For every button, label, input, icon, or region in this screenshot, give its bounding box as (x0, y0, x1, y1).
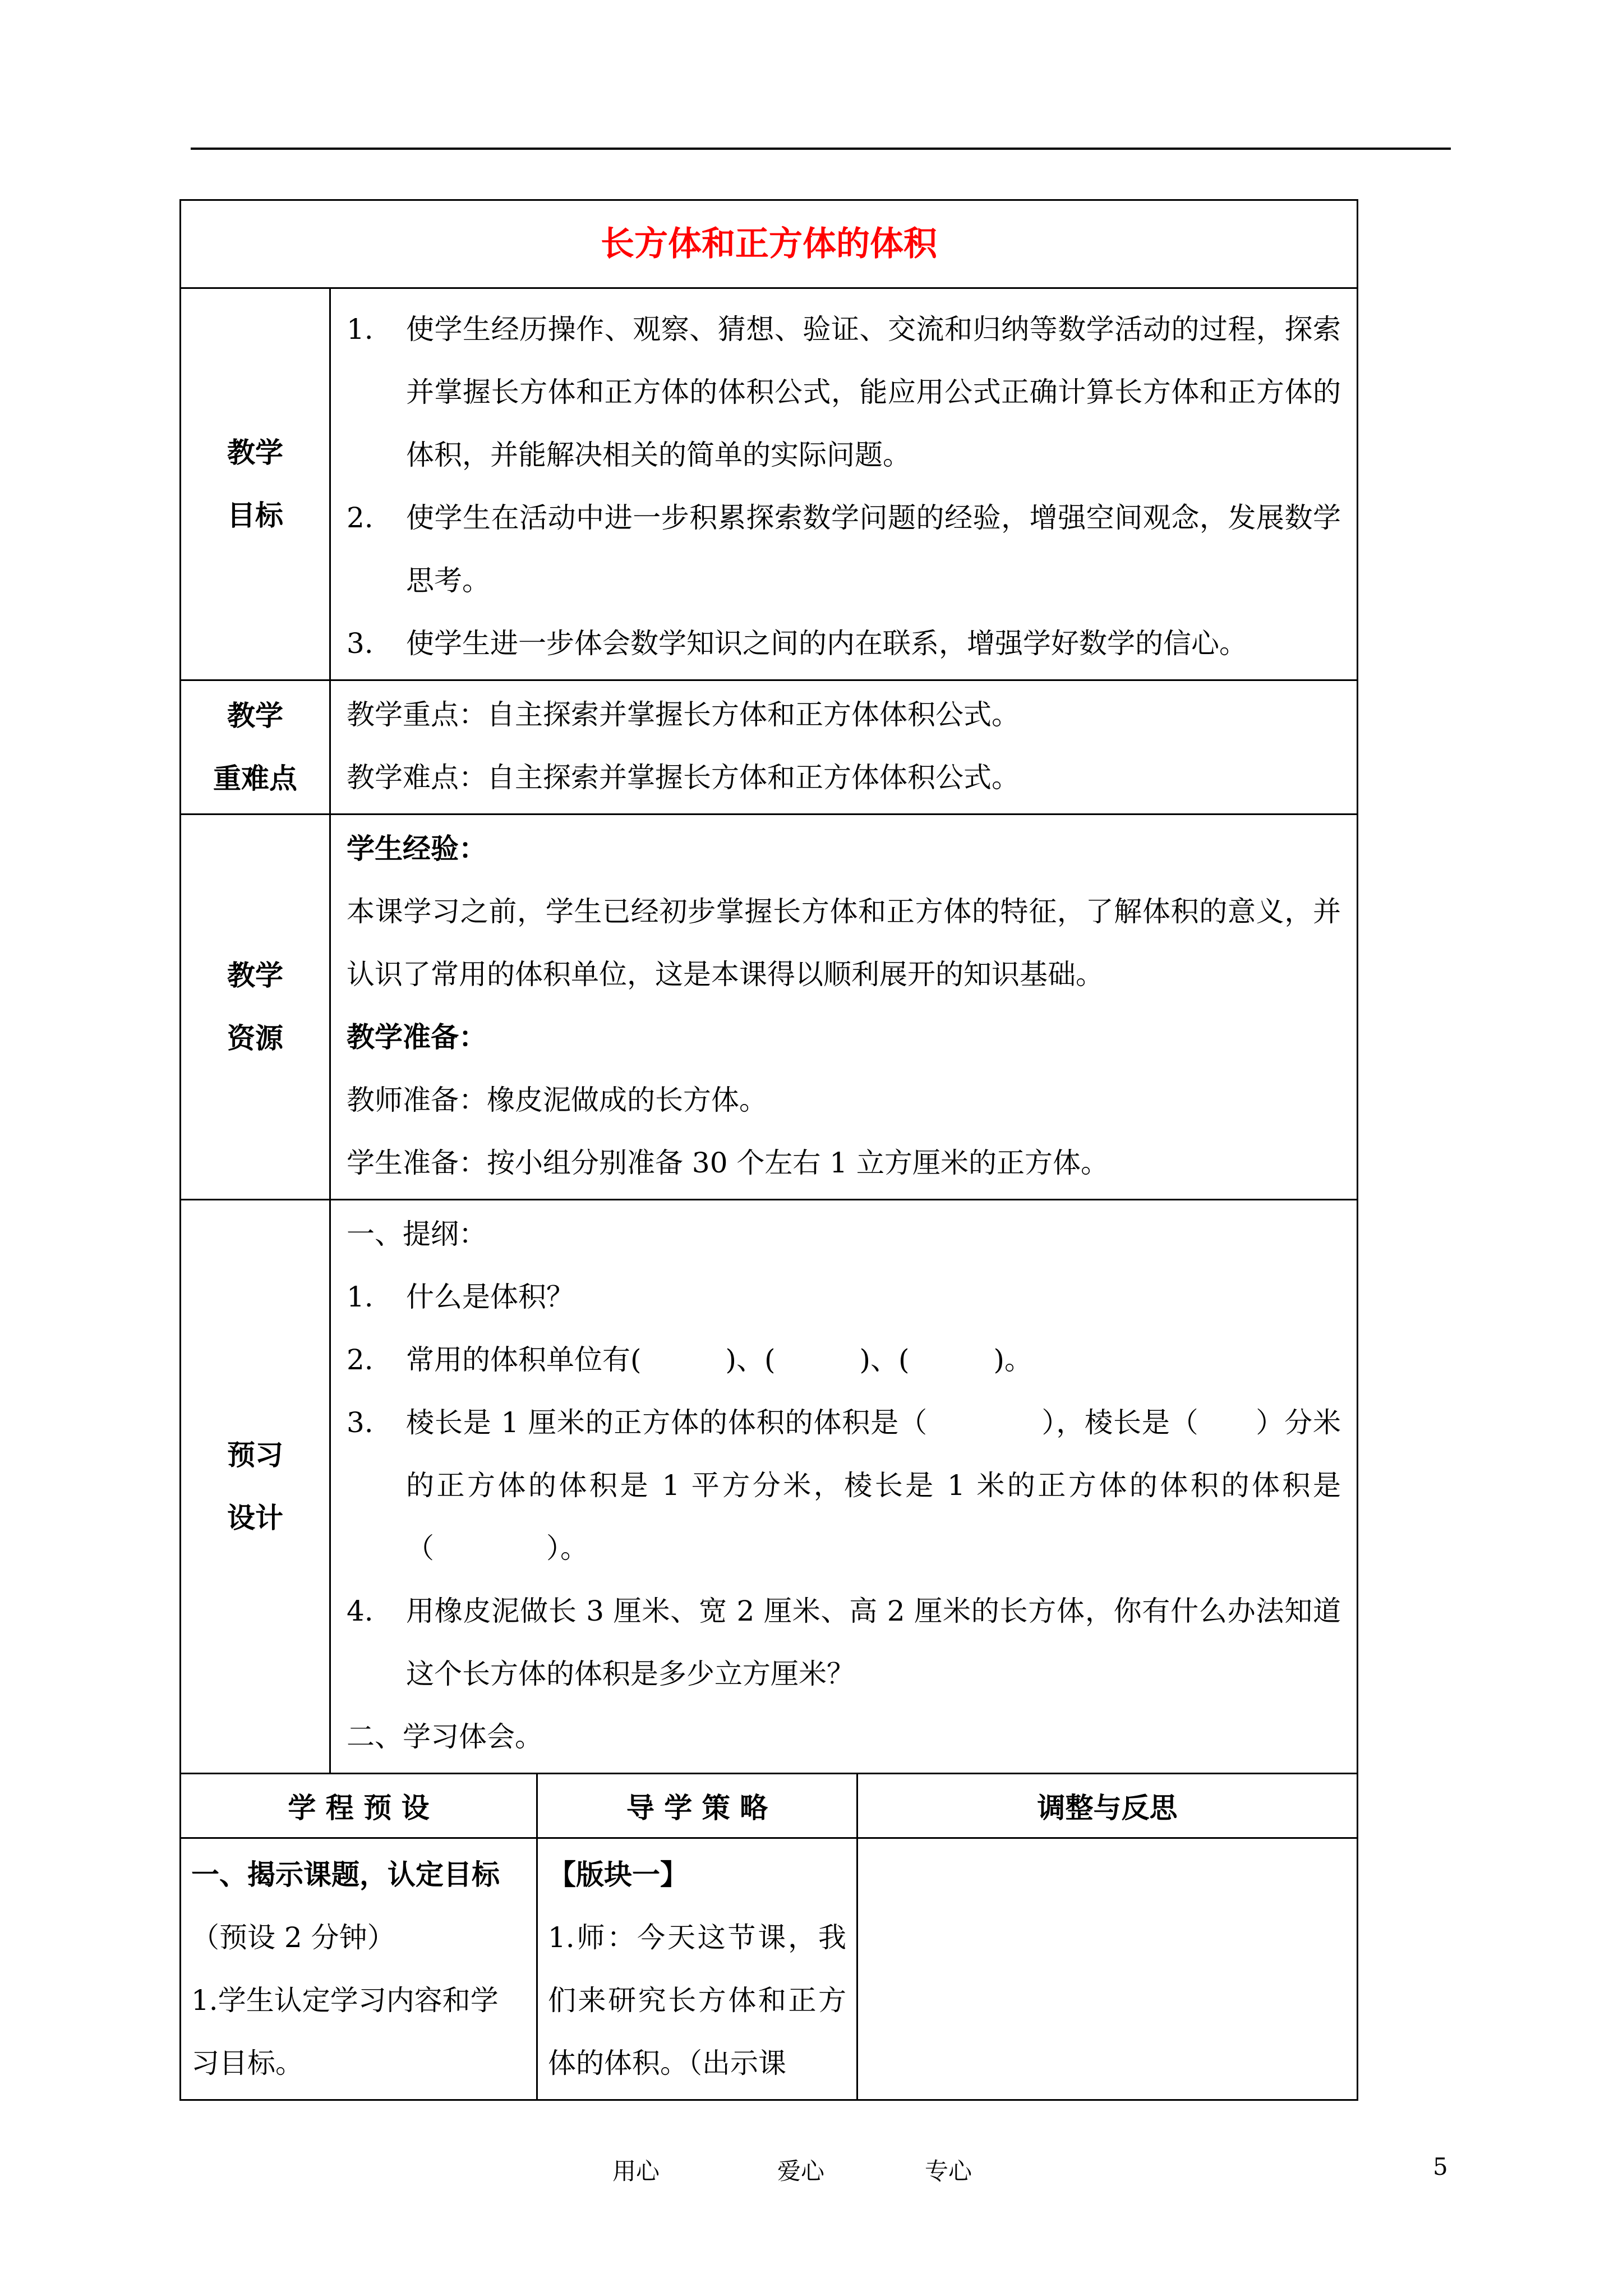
preview-number: 2. (347, 1343, 374, 1376)
preview-label-cell (181, 1200, 330, 1774)
preview-item (347, 1580, 1341, 1705)
objective-item (347, 298, 1341, 486)
section-two-heading: 二、学习体会。 (347, 1720, 543, 1753)
lesson-table (179, 199, 1358, 2101)
objectives-content-cell (330, 288, 1358, 680)
keypoints-label-2: 重难点 (213, 762, 297, 795)
objectives-label-1: 教学 (227, 436, 283, 469)
objective-number: 3. (347, 627, 374, 660)
preview-text: 常用的体积单位有( )、( )、( )。 (406, 1343, 1033, 1376)
preview-item (347, 1266, 1341, 1328)
reflection-cell (857, 1838, 1358, 2100)
student-prep: 学生准备：按小组分别准备 30 个左右 1 立方厘米的正方体。 (347, 1147, 1109, 1179)
preview-item (347, 1391, 1341, 1580)
difficult-point-line: 教学难点：自主探索并掌握长方体和正方体体积公式。 (347, 761, 1020, 794)
process-cell (181, 1838, 537, 2100)
experience-heading: 学生经验： (347, 832, 487, 865)
footer-word-3: 专心 (925, 2157, 972, 2185)
footer-word-1: 用心 (612, 2157, 660, 2185)
preview-item (347, 1328, 1341, 1391)
objective-text: 使学生在活动中进一步积累探索数学问题的经验，增强空间观念，发展数学思考。 (406, 501, 1341, 597)
preview-number: 1. (347, 1281, 374, 1313)
process-time: （预设 2 分钟） (191, 1921, 395, 1954)
prep-heading: 教学准备： (347, 1020, 487, 1053)
keypoints-label-1: 教学 (227, 699, 283, 732)
experience-text: 本课学习之前，学生已经初步掌握长方体和正方体的特征，了解体积的意义，并认识了常用的体积单位，这是本课得以顺利展开的知识基础。 (347, 895, 1341, 991)
header-strategy: 导 学 策 略 (537, 1774, 857, 1838)
preview-label-1: 预习 (227, 1438, 283, 1471)
process-heading: 一、揭示课题，认定目标 (191, 1858, 500, 1891)
process-text: 1.学生认定学习内容和学习目标。 (191, 1984, 499, 2079)
objective-text: 使学生进一步体会数学知识之间的内在联系，增强学好数学的信心。 (406, 627, 1247, 660)
resources-label-1: 教学 (227, 959, 283, 992)
objective-text: 使学生经历操作、观察、猜想、验证、交流和归纳等数学活动的过程，探索并掌握长方体和正方体的体积公式，能应用公式正确计算长方体和正方体的体积，并能解决相关的简单的实际问题。 (406, 313, 1341, 471)
preview-text: 棱长是 1 厘米的正方体的体积的体积是（ ），棱长是（ ）分米的正方体的体积是 1 平方分米，棱长是 1 米的正方体的体积的体积是（ ）。 (406, 1406, 1341, 1565)
objectives-label-cell (181, 288, 330, 680)
preview-text: 用橡皮泥做长 3 厘米、宽 2 厘米、高 2 厘米的长方体，你有什么办法知道这个长方体的体积是多少立方厘米？ (406, 1595, 1341, 1690)
objective-item (347, 486, 1341, 612)
resources-content-cell (330, 815, 1358, 1200)
objective-number: 2. (347, 501, 374, 534)
page-title: 长方体和正方体的体积 (601, 224, 937, 264)
header-reflection: 调整与反思 (857, 1774, 1358, 1838)
strategy-text: 1.师：今天这节课，我们来研究长方体和正方体的体积。（出示课 (548, 1921, 846, 2079)
header-process: 学 程 预 设 (181, 1774, 537, 1838)
strategy-heading: 【版块一】 (548, 1858, 688, 1891)
objectives-label-2: 目标 (227, 499, 283, 532)
strategy-cell (537, 1838, 857, 2100)
objective-item (347, 612, 1341, 675)
objective-number: 1. (347, 313, 374, 346)
outline-heading: 一、提纲： (347, 1218, 487, 1250)
preview-number: 3. (347, 1406, 374, 1439)
footer-word-2: 爱心 (777, 2157, 825, 2185)
teacher-prep: 教师准备：橡皮泥做成的长方体。 (347, 1084, 767, 1116)
keypoints-label-cell (181, 680, 330, 815)
preview-content-cell (330, 1200, 1358, 1774)
title-cell (181, 200, 1358, 288)
resources-label-2: 资源 (227, 1022, 283, 1055)
keypoints-content-cell (330, 680, 1358, 815)
preview-number: 4. (347, 1595, 374, 1627)
page-number: 5 (1433, 2153, 1448, 2180)
preview-label-2: 设计 (227, 1501, 283, 1534)
key-point-line: 教学重点：自主探索并掌握长方体和正方体体积公式。 (347, 698, 1020, 731)
reflection-text (858, 1839, 1357, 1848)
header-rule (191, 148, 1451, 150)
resources-label-cell (181, 815, 330, 1200)
preview-text: 什么是体积？ (406, 1281, 574, 1313)
